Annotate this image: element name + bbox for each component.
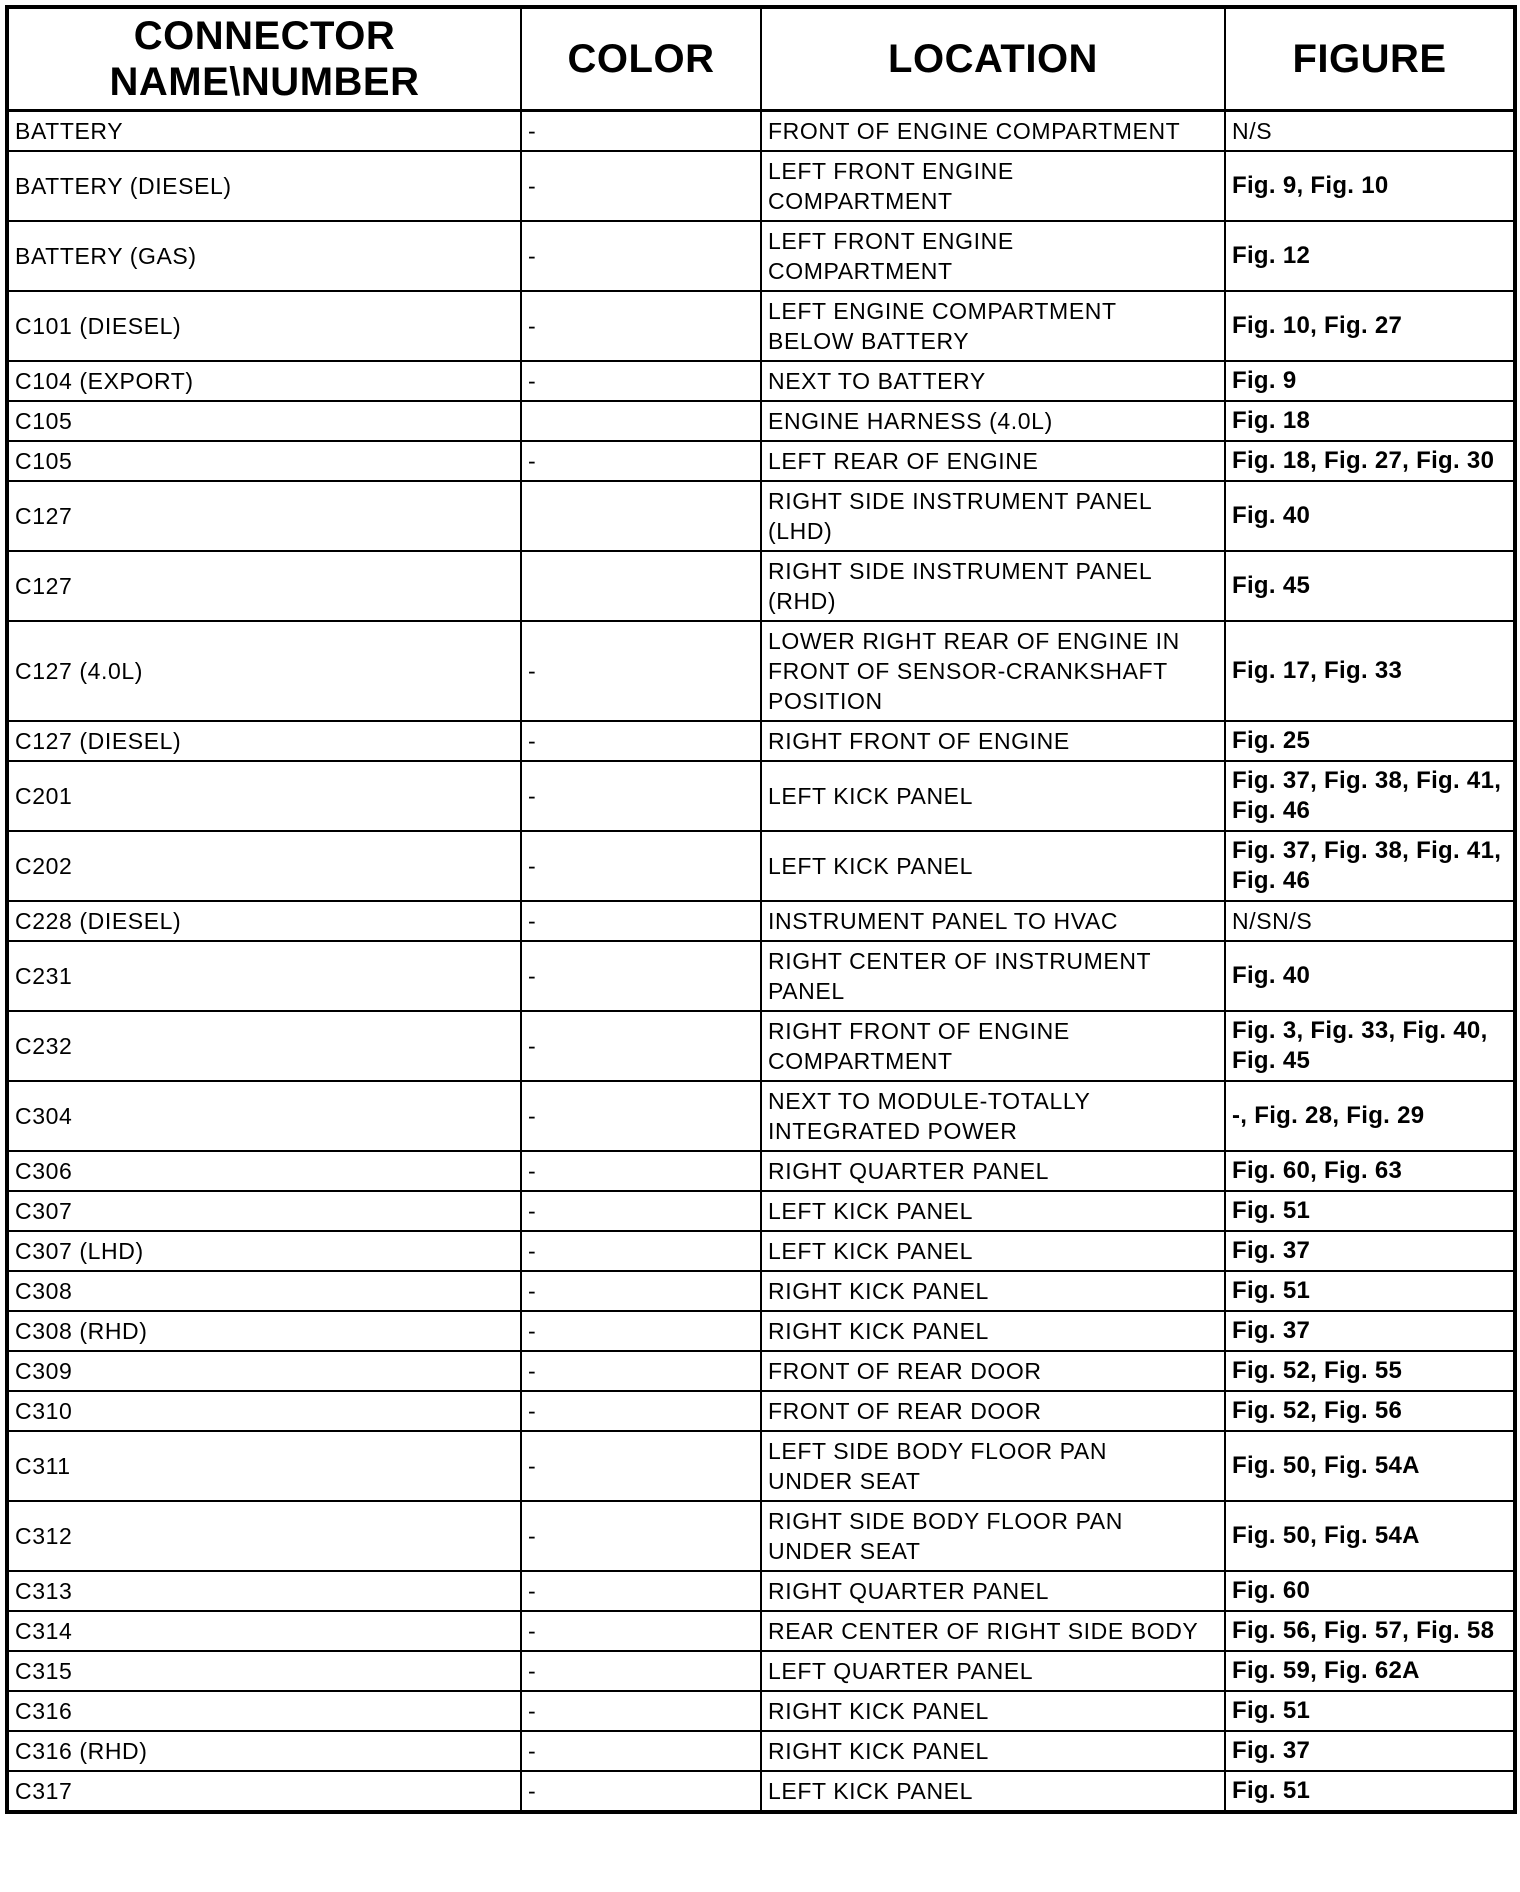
location-line: LEFT FRONT ENGINE bbox=[768, 158, 1014, 184]
connector-name-cell: C228 (DIESEL) bbox=[7, 901, 521, 941]
figure-cell bbox=[1225, 1231, 1515, 1271]
location-line: RIGHT FRONT OF ENGINE bbox=[768, 728, 1070, 754]
table-row bbox=[7, 1191, 1515, 1231]
connector-name-cell: C314 bbox=[7, 1611, 521, 1651]
location-line: RIGHT KICK PANEL bbox=[768, 1278, 989, 1304]
location-line: INTEGRATED POWER bbox=[768, 1118, 1018, 1144]
figure-line: Fig. 12 bbox=[1232, 242, 1311, 269]
location-line: RIGHT KICK PANEL bbox=[768, 1738, 989, 1764]
color-cell: - bbox=[521, 151, 761, 221]
table-row bbox=[7, 441, 1515, 481]
figure-cell bbox=[1225, 401, 1515, 441]
figure-cell bbox=[1225, 1271, 1515, 1311]
connector-name-cell: C308 bbox=[7, 1271, 521, 1311]
color-cell: - bbox=[521, 941, 761, 1011]
table-row bbox=[7, 481, 1515, 551]
figure-line: Fig. 46 bbox=[1232, 867, 1311, 894]
header-color: COLOR bbox=[521, 7, 761, 111]
location-cell bbox=[761, 1611, 1225, 1651]
location-line: RIGHT KICK PANEL bbox=[768, 1698, 989, 1724]
figure-line: Fig. 52, Fig. 55 bbox=[1232, 1357, 1403, 1384]
figure-cell bbox=[1225, 1151, 1515, 1191]
color-cell: - bbox=[521, 1501, 761, 1571]
table-row bbox=[7, 621, 1515, 721]
location-cell bbox=[761, 1731, 1225, 1771]
connector-name-cell: C312 bbox=[7, 1501, 521, 1571]
figure-cell bbox=[1225, 831, 1515, 901]
figure-line: Fig. 50, Fig. 54A bbox=[1232, 1452, 1420, 1479]
location-cell bbox=[761, 1151, 1225, 1191]
location-cell bbox=[761, 481, 1225, 551]
location-line: RIGHT QUARTER PANEL bbox=[768, 1578, 1050, 1604]
color-cell bbox=[521, 551, 761, 621]
color-cell: - bbox=[521, 1191, 761, 1231]
connector-name-cell: C316 (RHD) bbox=[7, 1731, 521, 1771]
location-line: RIGHT KICK PANEL bbox=[768, 1318, 989, 1344]
connector-name-cell: C310 bbox=[7, 1391, 521, 1431]
location-line: (LHD) bbox=[768, 518, 833, 544]
color-cell: - bbox=[521, 1731, 761, 1771]
location-line: RIGHT SIDE INSTRUMENT PANEL bbox=[768, 558, 1153, 584]
connector-name-cell: C101 (DIESEL) bbox=[7, 291, 521, 361]
color-cell: - bbox=[521, 831, 761, 901]
location-line: LEFT KICK PANEL bbox=[768, 1198, 973, 1224]
color-cell: - bbox=[521, 761, 761, 831]
figure-line: Fig. 50, Fig. 54A bbox=[1232, 1522, 1420, 1549]
color-cell: - bbox=[521, 1431, 761, 1501]
figure-cell bbox=[1225, 1351, 1515, 1391]
connector-name-cell: C317 bbox=[7, 1771, 521, 1812]
table-row bbox=[7, 1081, 1515, 1151]
table-body bbox=[7, 111, 1515, 1813]
figure-line: Fig. 18, Fig. 27, Fig. 30 bbox=[1232, 447, 1495, 474]
connector-name-cell: C306 bbox=[7, 1151, 521, 1191]
color-cell: - bbox=[521, 1691, 761, 1731]
figure-line: Fig. 40 bbox=[1232, 962, 1311, 989]
connector-name-cell: BATTERY (DIESEL) bbox=[7, 151, 521, 221]
figure-cell bbox=[1225, 551, 1515, 621]
figure-line: Fig. 37, Fig. 38, Fig. 41, bbox=[1232, 837, 1502, 864]
header-connector-name bbox=[7, 7, 521, 111]
connector-name-cell: C127 (DIESEL) bbox=[7, 721, 521, 761]
figure-line: Fig. 37, Fig. 38, Fig. 41, bbox=[1232, 767, 1502, 794]
location-line: INSTRUMENT PANEL TO HVAC bbox=[768, 908, 1119, 934]
figure-line: N/SN/S bbox=[1232, 908, 1313, 934]
figure-cell bbox=[1225, 151, 1515, 221]
table-row bbox=[7, 221, 1515, 291]
figure-line: Fig. 45 bbox=[1232, 1047, 1311, 1074]
figure-line: Fig. 60 bbox=[1232, 1577, 1311, 1604]
header-connector-line1: CONNECTOR bbox=[133, 14, 396, 58]
location-cell bbox=[761, 1191, 1225, 1231]
color-cell: - bbox=[521, 1651, 761, 1691]
location-cell bbox=[761, 1311, 1225, 1351]
header-location: LOCATION bbox=[761, 7, 1225, 111]
figure-line: Fig. 25 bbox=[1232, 727, 1311, 754]
table-row bbox=[7, 1351, 1515, 1391]
table-row bbox=[7, 1431, 1515, 1501]
connector-name-cell: C202 bbox=[7, 831, 521, 901]
location-cell bbox=[761, 1231, 1225, 1271]
location-line: LOWER RIGHT REAR OF ENGINE IN bbox=[768, 628, 1180, 654]
color-cell: - bbox=[521, 1151, 761, 1191]
location-line: PANEL bbox=[768, 978, 845, 1004]
location-line: UNDER SEAT bbox=[768, 1468, 921, 1494]
table-row bbox=[7, 1731, 1515, 1771]
figure-line: Fig. 51 bbox=[1232, 1197, 1311, 1224]
connector-name-cell: C309 bbox=[7, 1351, 521, 1391]
figure-line: Fig. 52, Fig. 56 bbox=[1232, 1397, 1403, 1424]
figure-cell bbox=[1225, 361, 1515, 401]
table-row bbox=[7, 1501, 1515, 1571]
figure-line: Fig. 46 bbox=[1232, 797, 1311, 824]
location-cell bbox=[761, 1271, 1225, 1311]
color-cell: - bbox=[521, 1351, 761, 1391]
connector-name-cell: C232 bbox=[7, 1011, 521, 1081]
location-line: FRONT OF REAR DOOR bbox=[768, 1398, 1042, 1424]
figure-cell bbox=[1225, 721, 1515, 761]
location-cell bbox=[761, 291, 1225, 361]
table-row bbox=[7, 941, 1515, 1011]
table-row bbox=[7, 1391, 1515, 1431]
location-line: ENGINE HARNESS (4.0L) bbox=[768, 408, 1053, 434]
table-row bbox=[7, 831, 1515, 901]
figure-cell bbox=[1225, 1651, 1515, 1691]
location-line: FRONT OF SENSOR-CRANKSHAFT bbox=[768, 658, 1168, 684]
connector-name-cell: C127 bbox=[7, 551, 521, 621]
location-line: RIGHT CENTER OF INSTRUMENT bbox=[768, 948, 1152, 974]
figure-cell bbox=[1225, 1611, 1515, 1651]
color-cell bbox=[521, 401, 761, 441]
connector-name-cell: C127 (4.0L) bbox=[7, 621, 521, 721]
figure-cell bbox=[1225, 1311, 1515, 1351]
figure-cell bbox=[1225, 1731, 1515, 1771]
location-cell bbox=[761, 1501, 1225, 1571]
connector-name-cell: C231 bbox=[7, 941, 521, 1011]
color-cell: - bbox=[521, 1081, 761, 1151]
table-row bbox=[7, 361, 1515, 401]
connector-name-cell: C104 (EXPORT) bbox=[7, 361, 521, 401]
table-row bbox=[7, 1011, 1515, 1081]
location-line: RIGHT SIDE INSTRUMENT PANEL bbox=[768, 488, 1153, 514]
location-line: LEFT KICK PANEL bbox=[768, 1778, 973, 1804]
color-cell: - bbox=[521, 111, 761, 152]
connector-name-cell: BATTERY bbox=[7, 111, 521, 152]
color-cell: - bbox=[521, 1611, 761, 1651]
location-line: COMPARTMENT bbox=[768, 1048, 953, 1074]
connector-name-cell: C311 bbox=[7, 1431, 521, 1501]
location-cell bbox=[761, 761, 1225, 831]
color-cell: - bbox=[521, 291, 761, 361]
figure-line: Fig. 10, Fig. 27 bbox=[1232, 312, 1403, 339]
location-cell bbox=[761, 1391, 1225, 1431]
figure-cell bbox=[1225, 1431, 1515, 1501]
figure-line: Fig. 51 bbox=[1232, 1697, 1311, 1724]
color-cell bbox=[521, 481, 761, 551]
location-line: LEFT FRONT ENGINE bbox=[768, 228, 1014, 254]
location-line: COMPARTMENT bbox=[768, 258, 953, 284]
location-line: (RHD) bbox=[768, 588, 837, 614]
color-cell: - bbox=[521, 1771, 761, 1812]
location-cell bbox=[761, 941, 1225, 1011]
figure-line: Fig. 40 bbox=[1232, 502, 1311, 529]
color-cell: - bbox=[521, 1231, 761, 1271]
location-line: REAR CENTER OF RIGHT SIDE BODY bbox=[768, 1618, 1199, 1644]
location-line: RIGHT FRONT OF ENGINE bbox=[768, 1018, 1070, 1044]
color-cell: - bbox=[521, 901, 761, 941]
location-cell bbox=[761, 361, 1225, 401]
location-line: POSITION bbox=[768, 688, 883, 714]
location-line: LEFT ENGINE COMPARTMENT bbox=[768, 298, 1117, 324]
color-cell: - bbox=[521, 221, 761, 291]
color-cell: - bbox=[521, 1311, 761, 1351]
location-cell bbox=[761, 1081, 1225, 1151]
connector-name-cell: C127 bbox=[7, 481, 521, 551]
figure-line: -, Fig. 28, Fig. 29 bbox=[1232, 1102, 1425, 1129]
location-line: LEFT KICK PANEL bbox=[768, 853, 973, 879]
figure-line: Fig. 56, Fig. 57, Fig. 58 bbox=[1232, 1617, 1495, 1644]
connector-location-sheet bbox=[5, 5, 1513, 1885]
table-row bbox=[7, 761, 1515, 831]
location-cell bbox=[761, 111, 1225, 152]
location-line: LEFT SIDE BODY FLOOR PAN bbox=[768, 1438, 1108, 1464]
table-row bbox=[7, 721, 1515, 761]
location-cell bbox=[761, 1351, 1225, 1391]
figure-cell bbox=[1225, 441, 1515, 481]
figure-line: Fig. 60, Fig. 63 bbox=[1232, 1157, 1403, 1184]
table-row bbox=[7, 151, 1515, 221]
figure-cell bbox=[1225, 1191, 1515, 1231]
color-cell: - bbox=[521, 1011, 761, 1081]
table-row bbox=[7, 1571, 1515, 1611]
location-line: COMPARTMENT bbox=[768, 188, 953, 214]
header-row bbox=[7, 7, 1515, 111]
location-cell bbox=[761, 151, 1225, 221]
figure-cell bbox=[1225, 901, 1515, 941]
location-cell bbox=[761, 221, 1225, 291]
table-row bbox=[7, 1311, 1515, 1351]
figure-line: Fig. 3, Fig. 33, Fig. 40, bbox=[1232, 1017, 1488, 1044]
location-cell bbox=[761, 441, 1225, 481]
location-cell bbox=[761, 721, 1225, 761]
figure-cell bbox=[1225, 1501, 1515, 1571]
figure-cell bbox=[1225, 941, 1515, 1011]
location-cell bbox=[761, 1431, 1225, 1501]
color-cell: - bbox=[521, 1391, 761, 1431]
location-cell bbox=[761, 1691, 1225, 1731]
location-line: LEFT KICK PANEL bbox=[768, 783, 973, 809]
figure-line: Fig. 51 bbox=[1232, 1277, 1311, 1304]
table-row bbox=[7, 1691, 1515, 1731]
location-line: RIGHT SIDE BODY FLOOR PAN bbox=[768, 1508, 1123, 1534]
location-cell bbox=[761, 901, 1225, 941]
figure-cell bbox=[1225, 1771, 1515, 1812]
location-line: NEXT TO BATTERY bbox=[768, 368, 986, 394]
figure-cell bbox=[1225, 621, 1515, 721]
figure-line: Fig. 59, Fig. 62A bbox=[1232, 1657, 1420, 1684]
location-line: RIGHT QUARTER PANEL bbox=[768, 1158, 1050, 1184]
location-line: BELOW BATTERY bbox=[768, 328, 970, 354]
connector-name-cell: C313 bbox=[7, 1571, 521, 1611]
location-line: FRONT OF ENGINE COMPARTMENT bbox=[768, 118, 1181, 144]
color-cell: - bbox=[521, 721, 761, 761]
figure-cell bbox=[1225, 1571, 1515, 1611]
location-cell bbox=[761, 1571, 1225, 1611]
connector-name-cell: C105 bbox=[7, 441, 521, 481]
figure-cell bbox=[1225, 111, 1515, 152]
figure-line: Fig. 17, Fig. 33 bbox=[1232, 657, 1403, 684]
figure-line: Fig. 9, Fig. 10 bbox=[1232, 172, 1389, 199]
table-row bbox=[7, 1231, 1515, 1271]
table-row bbox=[7, 1151, 1515, 1191]
connector-name-cell: C315 bbox=[7, 1651, 521, 1691]
figure-cell bbox=[1225, 481, 1515, 551]
figure-line: Fig. 37 bbox=[1232, 1737, 1311, 1764]
location-line: NEXT TO MODULE-TOTALLY bbox=[768, 1088, 1091, 1114]
location-line: LEFT KICK PANEL bbox=[768, 1238, 973, 1264]
color-cell: - bbox=[521, 621, 761, 721]
location-line: LEFT QUARTER PANEL bbox=[768, 1658, 1034, 1684]
location-line: UNDER SEAT bbox=[768, 1538, 921, 1564]
header-figure: FIGURE bbox=[1225, 7, 1515, 111]
location-cell bbox=[761, 831, 1225, 901]
connector-name-cell: C316 bbox=[7, 1691, 521, 1731]
table-row bbox=[7, 1611, 1515, 1651]
figure-cell bbox=[1225, 221, 1515, 291]
location-cell bbox=[761, 621, 1225, 721]
figure-line: N/S bbox=[1232, 118, 1273, 144]
location-cell bbox=[761, 1771, 1225, 1812]
figure-cell bbox=[1225, 1081, 1515, 1151]
location-line: FRONT OF REAR DOOR bbox=[768, 1358, 1042, 1384]
table-row bbox=[7, 111, 1515, 152]
connector-table bbox=[5, 5, 1517, 1814]
connector-name-cell: C307 bbox=[7, 1191, 521, 1231]
figure-line: Fig. 37 bbox=[1232, 1317, 1311, 1344]
table-row bbox=[7, 291, 1515, 361]
connector-name-cell: C304 bbox=[7, 1081, 521, 1151]
table-row bbox=[7, 1771, 1515, 1812]
figure-cell bbox=[1225, 761, 1515, 831]
figure-line: Fig. 51 bbox=[1232, 1777, 1311, 1804]
header-connector-line2: NAME\NUMBER bbox=[109, 60, 420, 104]
figure-cell bbox=[1225, 1391, 1515, 1431]
color-cell: - bbox=[521, 361, 761, 401]
table-row bbox=[7, 401, 1515, 441]
figure-line: Fig. 45 bbox=[1232, 572, 1311, 599]
table-row bbox=[7, 1651, 1515, 1691]
figure-cell bbox=[1225, 1691, 1515, 1731]
figure-line: Fig. 9 bbox=[1232, 367, 1297, 394]
figure-cell bbox=[1225, 291, 1515, 361]
location-cell bbox=[761, 1011, 1225, 1081]
connector-name-cell: C201 bbox=[7, 761, 521, 831]
table-row bbox=[7, 551, 1515, 621]
table-row bbox=[7, 1271, 1515, 1311]
color-cell: - bbox=[521, 1571, 761, 1611]
location-cell bbox=[761, 551, 1225, 621]
color-cell: - bbox=[521, 1271, 761, 1311]
figure-cell bbox=[1225, 1011, 1515, 1081]
location-cell bbox=[761, 401, 1225, 441]
color-cell: - bbox=[521, 441, 761, 481]
table-row bbox=[7, 901, 1515, 941]
connector-name-cell: C307 (LHD) bbox=[7, 1231, 521, 1271]
location-cell bbox=[761, 1651, 1225, 1691]
figure-line: Fig. 37 bbox=[1232, 1237, 1311, 1264]
connector-name-cell: C105 bbox=[7, 401, 521, 441]
connector-name-cell: BATTERY (GAS) bbox=[7, 221, 521, 291]
connector-name-cell: C308 (RHD) bbox=[7, 1311, 521, 1351]
figure-line: Fig. 18 bbox=[1232, 407, 1311, 434]
location-line: LEFT REAR OF ENGINE bbox=[768, 448, 1039, 474]
